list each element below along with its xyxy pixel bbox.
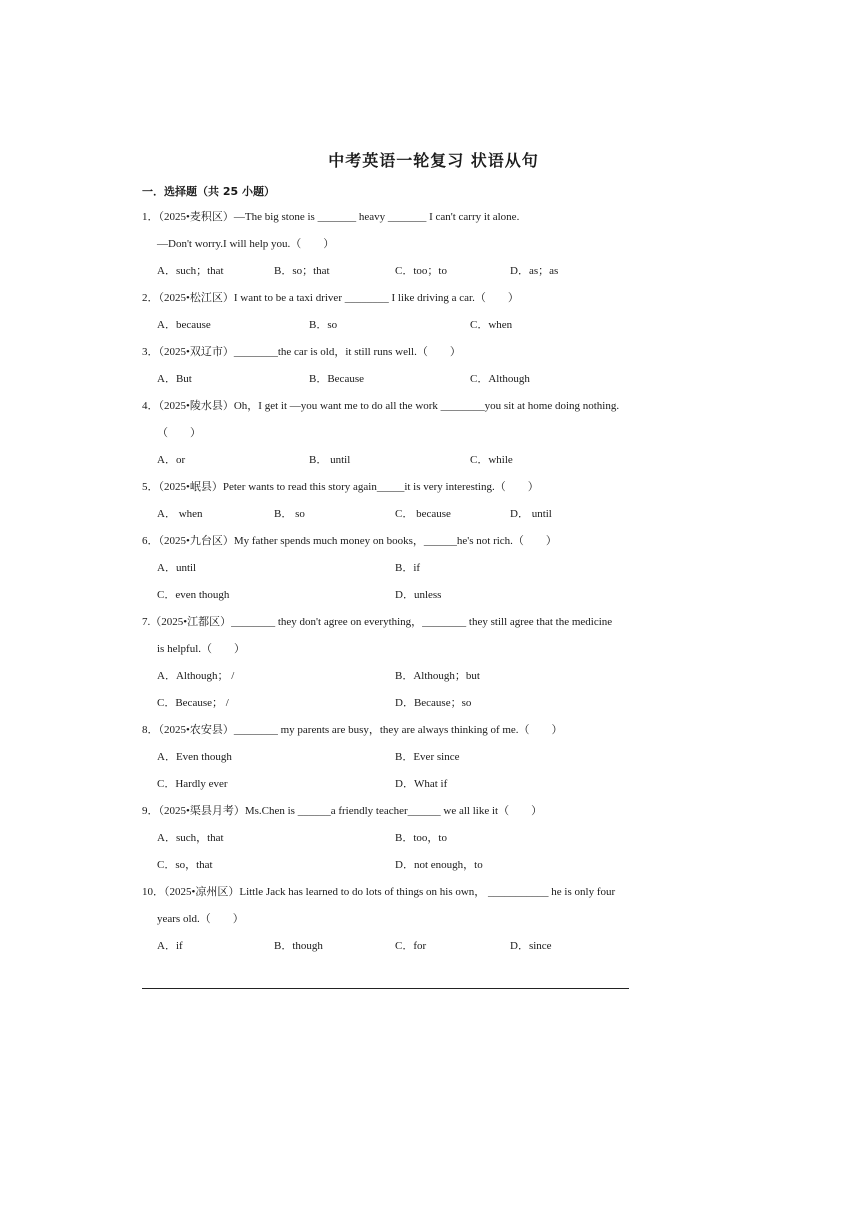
option-b[interactable]: B．though [274,940,323,952]
option-b[interactable]: B． until [309,454,351,466]
question-8-stem: 8．（2025•农安县）________ my parents are busy，they are always thinking of me.（ ） [142,724,563,736]
option-d[interactable]: D． until [510,508,552,520]
question-1-stem-cont: —Don't worry.I will help you.（ ） [157,238,335,250]
option-a[interactable]: A．such，that [157,832,224,844]
option-d[interactable]: D．not enough，to [395,859,483,871]
footer-divider [142,988,629,989]
option-d[interactable]: D．Because；so [395,697,472,709]
option-b[interactable]: B．too，to [395,832,447,844]
option-a[interactable]: A．such；that [157,265,224,277]
question-4-stem-cont: （ ） [157,427,201,439]
option-a[interactable]: A．if [157,940,183,952]
option-b[interactable]: B．if [395,562,421,574]
option-c[interactable]: C．Hardly ever [157,778,228,790]
option-a[interactable]: A． when [157,508,203,520]
page-title: 中考英语一轮复习 状语从句 [328,151,539,170]
option-a[interactable]: A．because [157,319,211,331]
option-b[interactable]: B．Ever since [395,751,460,763]
option-a[interactable]: A．Even though [157,751,232,763]
option-b[interactable]: B．Although；but [395,670,480,682]
question-3-stem: 3．（2025•双辽市）________the car is old，it still runs well.（ ） [142,346,461,358]
question-10-stem: 10．（2025•凉州区）Little Jack has learned to do lots of things on his own， ___________ he is only four [142,886,616,898]
option-a[interactable]: A．Although； / [157,670,235,682]
option-c[interactable]: C．while [470,454,513,466]
question-4-stem: 4．（2025•陵水县）Oh，I get it —you want me to do all the work ________you sit at home doing nothing. [142,400,620,412]
option-a[interactable]: A．until [157,562,197,574]
option-b[interactable]: B．so；that [274,265,330,277]
question-9-stem: 9．（2025•渠县月考）Ms.Chen is ______a friendly teacher______ we all like it（ ） [142,805,543,817]
option-a[interactable]: A．or [157,454,186,466]
option-c[interactable]: C．when [470,319,513,331]
option-c[interactable]: C．Because； / [157,697,229,709]
option-c[interactable]: C．too；to [395,265,447,277]
option-a[interactable]: A．But [157,373,192,385]
option-c[interactable]: C．Although [470,373,530,385]
question-6-stem: 6．（2025•九台区）My father spends much money on books，______he's not rich.（ ） [142,535,557,547]
option-c[interactable]: C．so，that [157,859,213,871]
question-7-stem-cont: is helpful.（ ） [157,643,245,655]
option-d[interactable]: D．What if [395,778,448,790]
option-d[interactable]: D．since [510,940,552,952]
option-c[interactable]: C．for [395,940,427,952]
section-heading: 一．选择题（共 25 小题） [142,185,275,198]
option-b[interactable]: B． so [274,508,305,520]
option-b[interactable]: B．Because [309,373,364,385]
option-c[interactable]: C．even though [157,589,230,601]
option-c[interactable]: C． because [395,508,451,520]
question-5-stem: 5．（2025•岷县）Peter wants to read this story again_____it is very interesting.（ ） [142,481,539,493]
question-7-stem: 7.（2025•江都区）________ they don't agree on everything，________ they still agree that the medicine [142,616,613,628]
option-d[interactable]: D．as；as [510,265,559,277]
option-b[interactable]: B．so [309,319,338,331]
option-d[interactable]: D．unless [395,589,442,601]
question-10-stem-cont: years old.（ ） [157,913,244,925]
question-1-stem: 1．（2025•麦积区）—The big stone is _______ heavy _______ I can't carry it alone. [142,211,520,223]
question-2-stem: 2．（2025•松江区）I want to be a taxi driver ________ I like driving a car.（ ） [142,292,519,304]
